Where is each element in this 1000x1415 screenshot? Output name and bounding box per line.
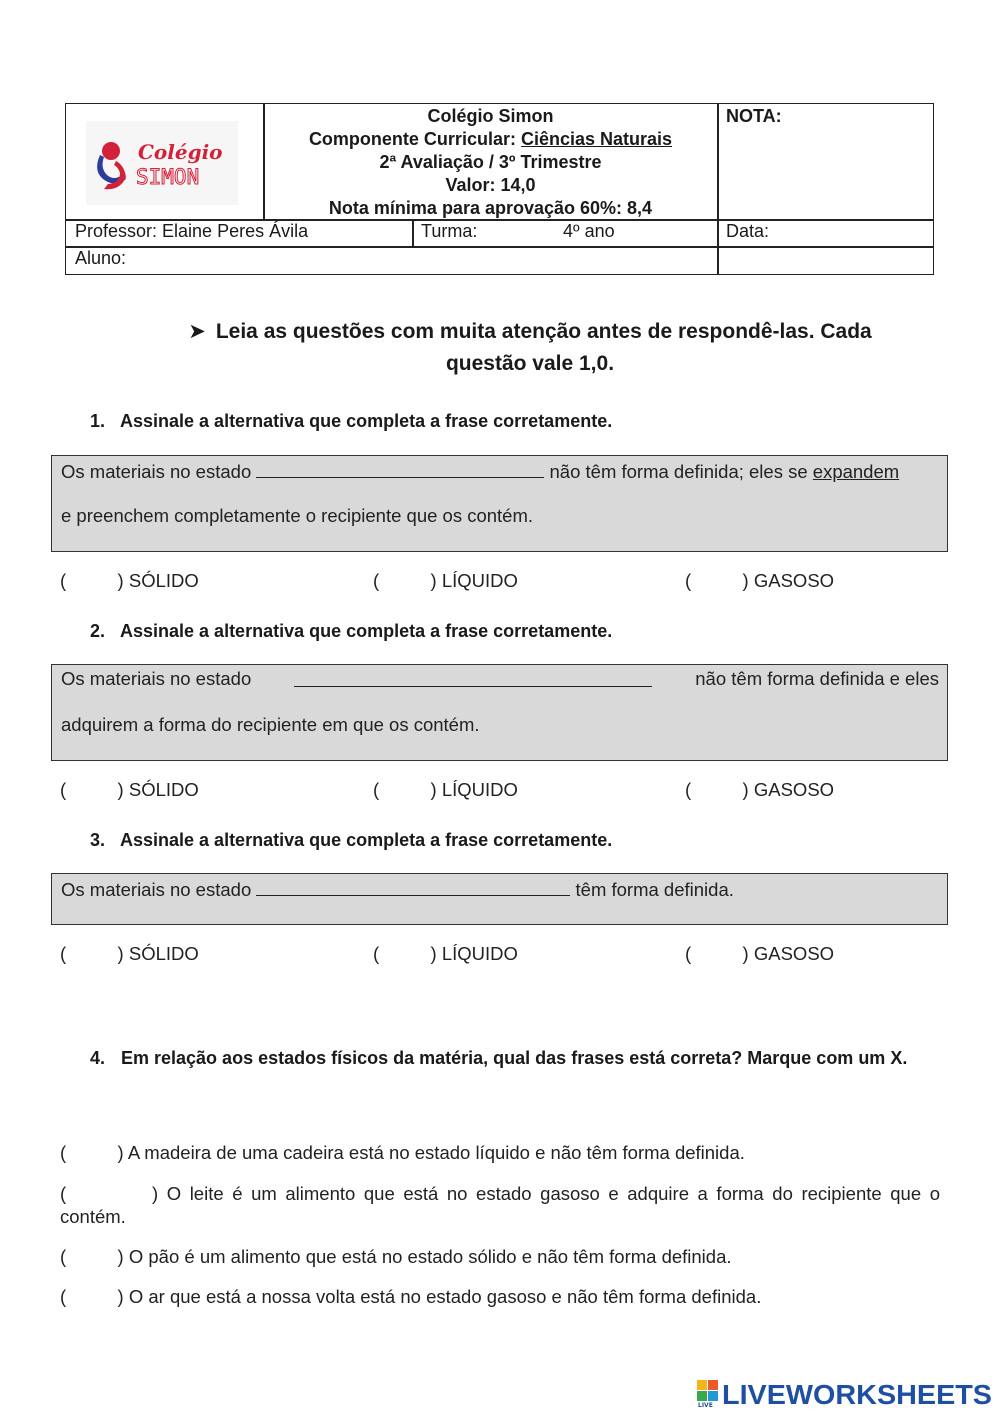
question-1-sentence-line-1: Os materiais no estado não têm forma definida; eles se expandem <box>61 461 900 482</box>
nota-label: NOTA: <box>726 106 782 126</box>
header-info <box>264 104 717 220</box>
turma-value: 4º ano <box>563 221 615 241</box>
option-gasoso[interactable]: ( ) GASOSO <box>685 943 835 964</box>
option-liquido[interactable]: ( ) LÍQUIDO <box>373 943 518 964</box>
question-1-sentence-line-2: e preenchem completamente o recipiente que os contém. <box>61 505 534 526</box>
watermark-text: LIVEWORKSHEETS <box>722 1379 992 1410</box>
question-1-box <box>51 455 948 552</box>
question-3-title: 3. Assinale a alternativa que completa a frase corretamente. <box>90 830 613 850</box>
evaluation-line: 2ª Avaliação / 3º Trimestre <box>379 152 602 172</box>
divider <box>717 104 719 274</box>
option-liquido[interactable]: ( ) LÍQUIDO <box>373 570 518 591</box>
answer-choice[interactable]: ( ) O pão é um alimento que está no estado sólido e não têm forma definida. <box>60 1246 732 1267</box>
turma-label: Turma: <box>421 221 478 241</box>
instruction-line-2: questão vale 1,0. <box>445 352 615 375</box>
option-liquido[interactable]: ( ) LÍQUIDO <box>373 779 518 800</box>
question-2-box <box>51 664 948 761</box>
data-label: Data: <box>726 221 770 241</box>
arrow-bullet-icon: ➤ <box>188 320 206 343</box>
component-value: Ciências Naturais <box>520 129 673 149</box>
logo-text-top: Colégio <box>138 140 223 164</box>
divider <box>412 220 414 248</box>
value-line: Valor: 14,0 <box>445 175 536 195</box>
answer-choice[interactable]: ( ) A madeira de uma cadeira está no estado líquido e não têm forma definida. <box>60 1142 745 1163</box>
answer-choice[interactable]: ( ) O leite é um alimento que está no estado gasoso e adquire a forma do recipiente que o <box>60 1183 940 1204</box>
school-logo <box>86 121 238 205</box>
component-line: Componente Curricular: Ciências Naturais <box>308 129 673 149</box>
watermark-badge: LIVE <box>698 1402 713 1409</box>
instruction <box>100 316 960 380</box>
answer-choice-continuation: contém. <box>60 1206 126 1227</box>
option-gasoso[interactable]: ( ) GASOSO <box>685 779 835 800</box>
liveworksheets-logo[interactable] <box>697 1376 997 1415</box>
question-1-title: 1. Assinale a alternativa que completa a frase corretamente. <box>90 411 613 431</box>
option-solido[interactable]: ( ) SÓLIDO <box>60 943 199 964</box>
header-table <box>65 103 934 275</box>
aluno-label: Aluno: <box>75 248 127 268</box>
min-grade-line: Nota mínima para aprovação 60%: 8,4 <box>328 198 653 218</box>
divider <box>66 246 933 248</box>
question-2-title: 2. Assinale a alternativa que completa a frase corretamente. <box>90 621 613 641</box>
answer-choice[interactable]: ( ) O ar que está a nossa volta está no estado gasoso e não têm forma definida. <box>60 1286 762 1307</box>
answer-blank[interactable] <box>294 668 652 687</box>
answer-blank[interactable] <box>256 459 544 478</box>
logo-text-bottom: SIMON <box>136 165 200 189</box>
school-name: Colégio Simon <box>427 106 554 126</box>
option-solido[interactable]: ( ) SÓLIDO <box>60 570 199 591</box>
answer-blank[interactable] <box>256 877 570 896</box>
question-3-sentence: Os materiais no estado têm forma definida. <box>61 879 734 900</box>
question-2-sentence-line-1: Os materiais no estado não têm forma definida e eles <box>61 668 939 689</box>
professor-field: Professor: Elaine Peres Ávila <box>75 221 309 241</box>
instruction-line-1: ➤ Leia as questões com muita atenção antes de respondê-las. Cada <box>188 320 872 343</box>
question-2-sentence-line-2: adquirem a forma do recipiente em que os contém. <box>61 714 480 735</box>
question-3-box <box>51 873 948 925</box>
option-solido[interactable]: ( ) SÓLIDO <box>60 779 199 800</box>
option-gasoso[interactable]: ( ) GASOSO <box>685 570 835 591</box>
